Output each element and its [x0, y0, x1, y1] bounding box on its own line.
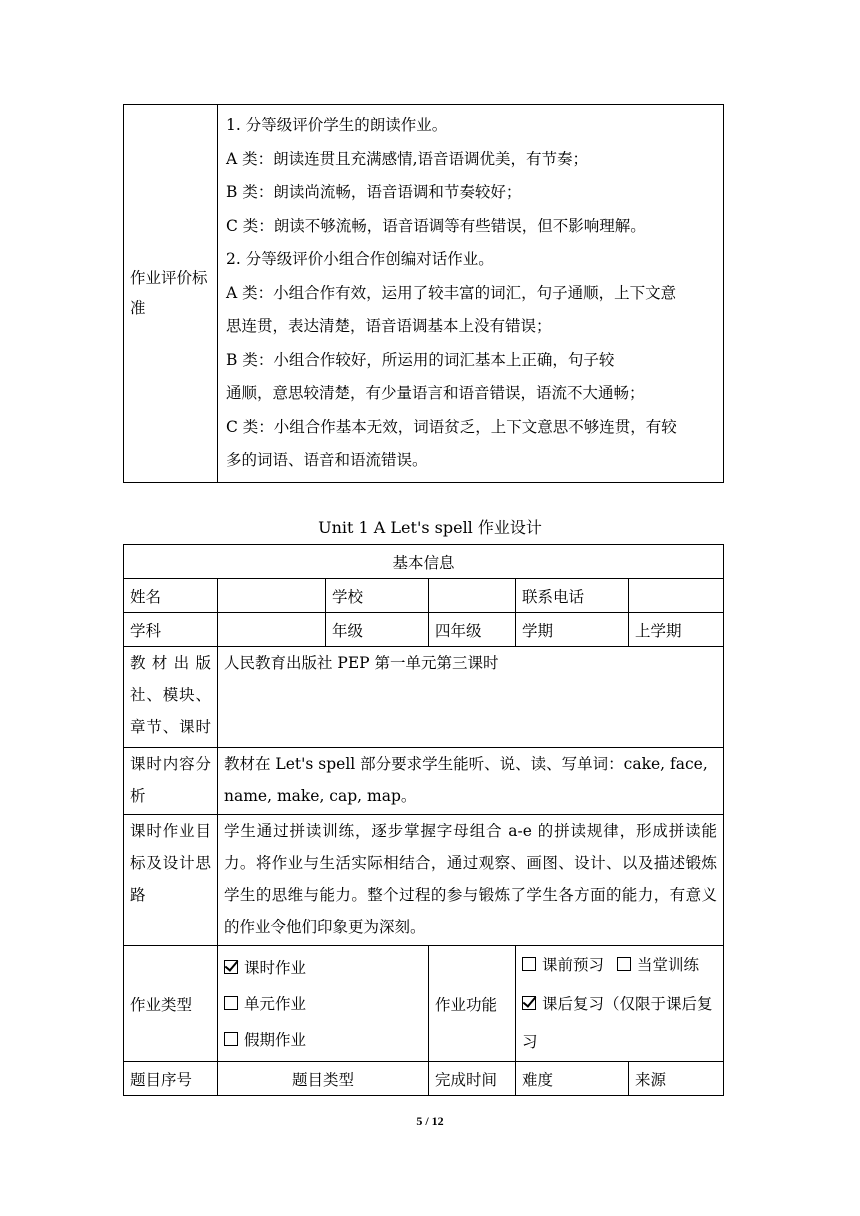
- textbook-label: 教材出版社、模块、章节、课时: [124, 647, 218, 748]
- basic-info-header: 基本信息: [124, 545, 724, 579]
- basic-info-table: [123, 544, 724, 1096]
- type-option-holiday[interactable]: 假期作业: [224, 1022, 422, 1058]
- col-source-header: 来源: [629, 1062, 724, 1096]
- grade-label: 年级: [326, 613, 429, 647]
- evaluation-line: 思连贯，表达清楚，语音语调基本上没有错误；: [226, 317, 552, 335]
- evaluation-line: A 类：小组合作有效，运用了较丰富的词汇，句子通顺，上下文意: [226, 283, 677, 302]
- evaluation-content: [218, 105, 724, 483]
- function-option-preview[interactable]: 课前预习: [522, 956, 604, 974]
- analysis-label: 课时内容分析: [124, 748, 218, 815]
- col-number-header: 题目序号: [124, 1062, 218, 1096]
- evaluation-table: [123, 104, 724, 483]
- checked-box-icon[interactable]: [522, 996, 536, 1010]
- function-option-classwork[interactable]: 当堂训练: [617, 956, 699, 974]
- evaluation-line: B 类：小组合作较好，所运用的词汇基本上正确，句子较: [226, 350, 615, 369]
- phone-value: [629, 579, 724, 613]
- checkbox-icon[interactable]: [224, 1032, 238, 1046]
- grade-value: 四年级: [429, 613, 516, 647]
- term-label: 学期: [516, 613, 629, 647]
- page-number: 5 / 12: [416, 1114, 444, 1128]
- name-label: 姓名: [124, 579, 218, 613]
- goal-label: 课时作业目标及设计思路: [124, 815, 218, 946]
- col-difficulty-header: 难度: [516, 1062, 629, 1096]
- checked-box-icon[interactable]: [224, 960, 238, 974]
- col-type-header: 题目类型: [218, 1062, 429, 1096]
- term-value: 上学期: [629, 613, 724, 647]
- type-option-unit[interactable]: 单元作业: [224, 986, 422, 1022]
- textbook-value: 人民教育出版社 PEP 第一单元第三课时: [218, 647, 724, 748]
- evaluation-line: B 类：朗读尚流畅，语音语调和节奏较好；: [226, 183, 522, 201]
- school-value: [429, 579, 516, 613]
- checkbox-icon[interactable]: [522, 957, 536, 971]
- homework-function-label: 作业功能: [429, 946, 516, 1062]
- type-option-lesson[interactable]: 课时作业: [224, 950, 422, 986]
- evaluation-label-cell: [124, 105, 218, 483]
- design-title: Unit 1 A Let's spell 作业设计: [318, 518, 542, 537]
- homework-type-options: [218, 946, 429, 1062]
- evaluation-line: C 类：小组合作基本无效，词语贫乏，上下文意思不够连贯，有较: [226, 417, 677, 436]
- homework-type-label: 作业类型: [124, 946, 218, 1062]
- evaluation-label: 作业评价标准: [130, 269, 208, 318]
- evaluation-line: 1. 分等级评价学生的朗读作业。: [226, 116, 448, 134]
- col-time-header: 完成时间: [429, 1062, 516, 1096]
- name-value: [218, 579, 326, 613]
- evaluation-line: 多的词语、语音和语流错误。: [226, 451, 428, 469]
- subject-value: [218, 613, 326, 647]
- goal-value: 学生通过拼读训练，逐步掌握字母组合 a-e 的拼读规律，形成拼读能力。将作业与生活实际相结合，通过观察、画图、设计、以及描述锻炼学生的思维与能力。整个过程的参与锻炼了学生各方面的能力，有意义的作业令他们印象更为深刻。: [218, 815, 724, 946]
- school-label: 学校: [326, 579, 429, 613]
- evaluation-line: 2. 分等级评价小组合作创编对话作业。: [226, 250, 494, 268]
- homework-function-options: [516, 946, 724, 1062]
- evaluation-line: 通顺，意思较清楚，有少量语言和语音错误，语流不大通畅；: [226, 384, 645, 402]
- subject-label: 学科: [124, 613, 218, 647]
- evaluation-line: A 类：朗读连贯且充满感情,语音语调优美，有节奏；: [226, 149, 589, 168]
- checkbox-icon[interactable]: [224, 996, 238, 1010]
- evaluation-line: C 类：朗读不够流畅，语音语调等有些错误，但不影响理解。: [226, 216, 646, 235]
- analysis-value: 教材在 Let's spell 部分要求学生能听、说、读、写单词：cake, face, name, make, cap, map。: [218, 748, 724, 815]
- checkbox-icon[interactable]: [617, 957, 631, 971]
- phone-label: 联系电话: [516, 579, 629, 613]
- function-option-review[interactable]: 课后复习（仅限于课后复习: [522, 995, 713, 1051]
